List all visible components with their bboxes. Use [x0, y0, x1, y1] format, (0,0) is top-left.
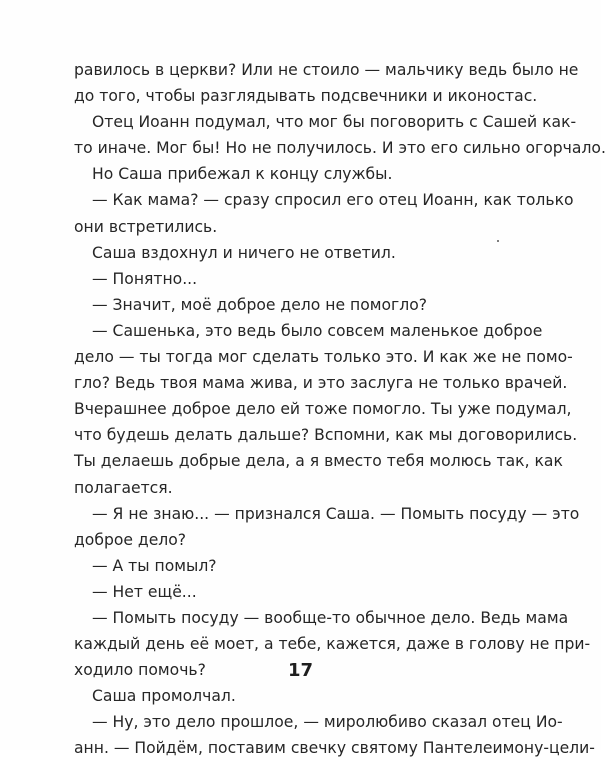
text-line: Ты делаешь добрые дела, а я вместо тебя молюсь так, как [74, 452, 563, 471]
text-line: Саша промолчал. [92, 687, 236, 706]
page-number: 17 [287, 660, 314, 681]
text-line: что будешь делать дальше? Вспомни, как мы договорились. [74, 426, 578, 445]
text-line: — Помыть посуду — вообще-то обычное дело. Ведь мама [92, 608, 569, 627]
text-line: то иначе. Мог бы! Но не получилось. И это его сильно огорчало. [74, 139, 606, 158]
text-line: Вчерашнее доброе дело ей тоже помогло. Ты уже подумал, [74, 400, 572, 419]
text-line: — Значит, моё доброе дело не помогло? [92, 295, 428, 314]
text-line: — А ты помыл? [92, 556, 217, 575]
text-line: — Сашенька, это ведь было совсем маленькое доброе [92, 321, 543, 340]
text-line: дело — ты тогда мог сделать только это. И как же не помо- [74, 348, 573, 367]
text-line: полагается. [74, 478, 173, 497]
text-line: анн. — Пойдём, поставим свечку святому Пантелеимону-цели- [74, 739, 595, 758]
text-line: равилось в церкви? Или не стоило — мальчику ведь было не [74, 61, 579, 79]
text-line: Отец Иоанн подумал, что мог бы поговорить с Сашей как- [92, 113, 577, 132]
text-line: они встретились. [74, 217, 218, 236]
text-line: каждый день её моет, а тебе, кажется, даже в голову не при- [74, 635, 591, 654]
text-line: — Ну, это дело прошлое, — миролюбиво сказал отец Ио- [92, 713, 563, 732]
text-line: доброе дело? [74, 530, 187, 549]
text-line: Но Саша прибежал к концу службы. [92, 165, 393, 184]
text-line: — Как мама? — сразу спросил его отец Иоанн, как только [92, 191, 574, 210]
text-line: — Нет ещё... [92, 582, 197, 601]
print-speck [497, 240, 499, 242]
text-line: гло? Ведь твоя мама жива, и это заслуга не только врачей. [74, 374, 568, 393]
text-line: — Я не знаю... — признался Саша. — Помыть посуду — это [92, 504, 580, 523]
text-line: Саша вздохнул и ничего не ответил. [92, 243, 396, 262]
text-line: — Понятно... [92, 269, 198, 288]
body-text [74, 57, 606, 762]
text-line: ходило помочь? [74, 661, 206, 680]
text-line: до того, чтобы разглядывать подсвечники и иконостас. [74, 87, 538, 106]
